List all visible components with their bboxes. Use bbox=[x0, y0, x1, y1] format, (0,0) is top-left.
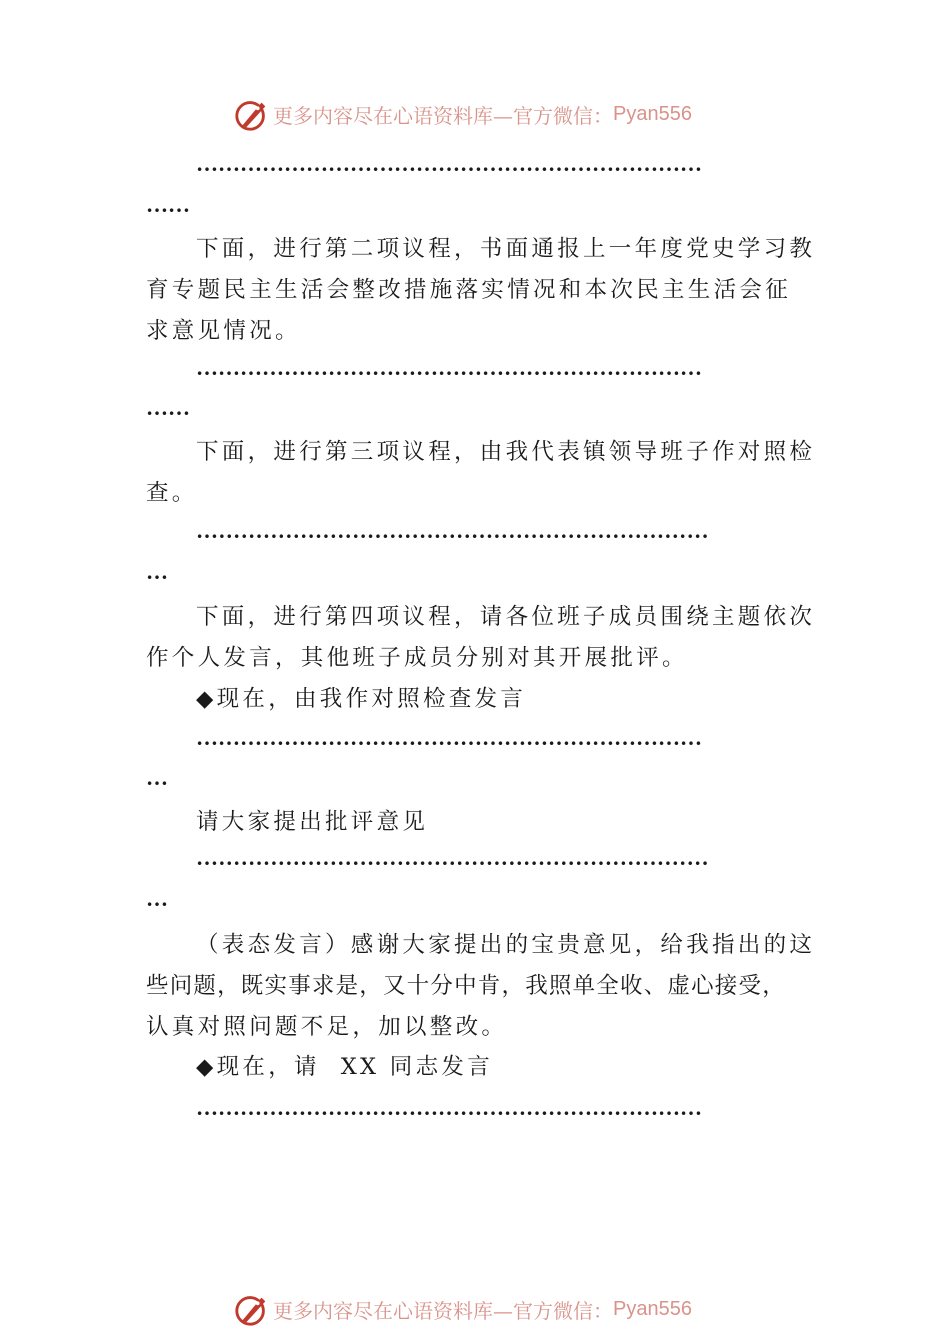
ellipsis-line: …… bbox=[146, 395, 190, 420]
ellipsis-line: …………………………………………………………… bbox=[196, 355, 702, 380]
page-header bbox=[233, 94, 733, 134]
bullet-line: ◆现在，由我作对照检查发言 bbox=[196, 686, 527, 712]
paragraph-line: 下面，进行第二项议程，书面通报上一年度党史学习教 bbox=[196, 236, 816, 262]
paragraph-line: 些问题，既实事求是，又十分中肯，我照单全收、虚心接受， bbox=[146, 973, 786, 999]
paragraph-line: 请大家提出批评意见 bbox=[196, 809, 429, 835]
paragraph-line: 求意见情况。 bbox=[146, 318, 301, 344]
page-footer bbox=[233, 1289, 733, 1329]
ellipsis-line: … bbox=[146, 559, 168, 584]
paragraph-line: 作个人发言，其他班子成员分别对其开展批评。 bbox=[146, 645, 688, 671]
header-text: 更多内容尽在心语资料库—官方微信： bbox=[273, 103, 613, 128]
pen-nib-logo-icon bbox=[233, 95, 271, 133]
ellipsis-line: …………………………………………………………… bbox=[196, 845, 709, 870]
ellipsis-line: …………………………………………………………… bbox=[196, 725, 702, 750]
header-wechat-id: Pyan556 bbox=[613, 102, 692, 125]
ellipsis-line: …………………………………………………………… bbox=[196, 518, 709, 543]
paragraph-line: 认真对照问题不足，加以整改。 bbox=[146, 1014, 508, 1040]
paragraph-line: 查。 bbox=[146, 480, 198, 506]
bullet-line: ◆现在，请 XX 同志发言 bbox=[196, 1054, 493, 1080]
paragraph-line: （表态发言）感谢大家提出的宝贵意见，给我指出的这 bbox=[196, 932, 816, 958]
ellipsis-line: …………………………………………………………… bbox=[196, 1095, 702, 1120]
ellipsis-line: …………………………………………………………… bbox=[196, 151, 702, 176]
paragraph-line: 下面，进行第四项议程，请各位班子成员围绕主题依次 bbox=[196, 604, 816, 630]
paragraph-line: 育专题民主生活会整改措施落实情况和本次民主生活会征 bbox=[146, 277, 792, 303]
pen-nib-logo-icon bbox=[233, 1290, 271, 1328]
footer-text: 更多内容尽在心语资料库—官方微信： bbox=[273, 1298, 613, 1323]
footer-wechat-id: Pyan556 bbox=[613, 1297, 692, 1320]
ellipsis-line: … bbox=[146, 765, 168, 790]
paragraph-line: 下面，进行第三项议程，由我代表镇领导班子作对照检 bbox=[196, 439, 816, 465]
ellipsis-line: … bbox=[146, 886, 168, 911]
ellipsis-line: …… bbox=[146, 192, 190, 217]
